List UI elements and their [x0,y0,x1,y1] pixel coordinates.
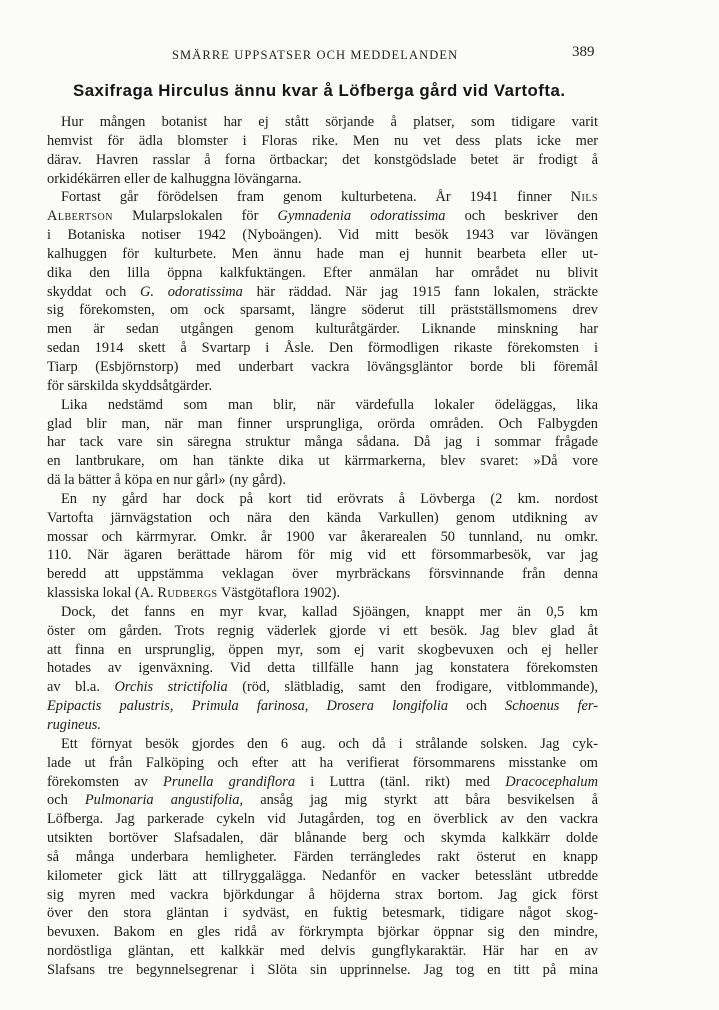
text-fragment: av bl.a. [47,679,100,696]
species-name: Gymnadenia odoratissima [277,208,446,225]
text-line: Slafsans tre begynnelsegrenar i Slöta sin upprinnelse. Jag tog en titt på mina [47,961,598,978]
text-line: lade ut från Falköping och efter att ha verifierat försommarens misstanke om [47,754,598,771]
text-fragment: skyddat och [47,283,127,300]
text-line: Hur mången botanist har ej stått sörjande å platser, som tidigare varit [61,114,598,130]
text-line: orkidékärren eller de kalhuggna lövängarna. [47,170,302,187]
text-line: sig förekomsten, om ock sparsamt, längre söderut till prästställsmomens drev [47,302,598,319]
text-fragment: Fortast går förödelsen fram genom kulturbetena. År 1941 finner [61,189,552,206]
text-fragment: klassiska lokal (A. [47,585,154,602]
species-name: Pulmonaria angustifolia, [84,792,244,809]
text-fragment: och beskriver den [464,208,598,225]
text-line: En ny gård har dock på kort tid erövrats å Lövberga (2 km. nordost [61,490,598,507]
species-name: Dracocephalum [505,773,598,790]
text-line: glad blir man, när man finner ursprungliga, orörda områden. Och Falbygden [47,415,598,432]
text-line: beredd att uppstämma veklagan över myrbräckans försvinnande från denna [47,566,598,583]
species-name: Epipactis palustris, [47,698,174,715]
text-line: öster om gården. Trots regnig väderlek gjorde vi ett besök. Jag blev glad åt [47,622,598,639]
text-line: nordöstliga gläntan, ett kalkkär med delvis gungflykaraktär. Här har en av [47,943,598,960]
text-line: sig myren med vackra björkdungar å höjderna strax bortom. Jag gick först [47,886,598,903]
species-name: Schoenus fer- [505,698,598,715]
article-title: Saxifraga Hirculus ännu kvar å Löfberga gård vid Vartofta. [73,81,566,100]
species-name: Prunella grandiflora [163,773,296,790]
text-line: har tack vare sin säregna struktur många sådana. Då jag i sommar frågade [47,434,598,451]
text-line [47,188,598,207]
text-line: mossar och kärrmyrar. Omkr. år 1900 var åkerarealen 50 tunnland, nu omkr. [47,528,598,545]
text-fragment: Västgötaflora 1902). [220,585,341,602]
text-line [47,980,598,999]
text-line [47,207,598,226]
species-name: Orchis strictifolia [114,679,228,696]
text-line: en lantbrukare, om han tänkte dika ut kärrmarkerna, blev svaret: »Då vore [47,453,598,470]
text-line: Ett förnyat besök gjordes den 6 aug. och då i strålande solsken. Jag cyk- [61,735,598,752]
text-line [47,697,598,716]
article-body [47,113,598,999]
text-line: Lika nedstämd som man blir, när värdefulla lokaler ödeläggas, lika [61,396,598,413]
text-line: 110. När ägaren berättade härom för mig vid ett försommarbesök, var jag [47,547,598,564]
text-line: dika den lilla öppna kalkfuktängen. Efter anmälan har området nu blivit [47,264,598,281]
text-line: dä la bätter å köpa en nur gårl» (ny gård). [47,472,286,489]
text-line [47,773,598,792]
text-line: att finna en ursprunglig, öppen myr, som ej varit skogbevuxen och ej heller [47,641,598,658]
text-line: bevuxen. Bakom en gles ridå av förkrympta björkar öppnar sig den mindre, [47,924,598,941]
text-line: därav. Havren rasslar å forna örtbackar; det konstgödslade betet är frodigt å [47,151,598,168]
text-line [47,283,598,302]
text-fragment: i Luttra (tänl. rikt) med [310,773,490,790]
text-line: kilometer gick lätt att tillryggalägga. Nedanför en vacker betesslänt utbredde [47,867,598,884]
text-line [47,791,598,810]
text-line: Tiarp (Esbjörnstorp) med underbart vackra lövängsgläntor borde bli föremål [47,358,598,375]
text-fragment: (röd, slätbladig, samt den frodigare, vitblommande), [242,679,598,696]
text-fragment: ansåg jag mig styrkt att båra besvikelsen å [260,792,598,809]
text-line: Vartofta järnvägstation och nära den kända Varkullen) genom utdikning av [47,509,598,526]
text-line: hemvist för ädla blomster i Floras rike. Men nu vet dess plats icke mer [47,132,598,149]
species-name: Primula farinosa, [191,698,309,715]
text-fragment: och [466,698,487,715]
text-line: men är sedan utgången genom kulturåtgärder. Liknande minskning har [47,321,598,338]
text-line: över den stora gläntan i sydväst, en fuktig betesmark, tidigare något skog- [47,905,598,922]
author-name: Albertson [47,208,113,225]
text-line: Dock, det fanns en myr kvar, kallad Sjöängen, knappt mer än 0,5 km [61,603,598,620]
text-line: Löfberga. Jag parkerade cykeln vid Jutagården, tog en överblick av den vackra [47,811,598,828]
text-line: för särskilda skyddsåtgärder. [47,377,213,394]
species-name: G. odoratissima [140,283,243,300]
page-number: 389 [572,44,595,60]
text-line: så många underbara hemligheter. Färden terrängledes rakt österut en knapp [47,848,598,865]
text-line: utsikten bortöver Slafsadalen, där blånande berg och skymda kalkkärr dolde [47,830,598,847]
text-line: hotades av igenväxning. Vid detta tillfälle hann jag konstatera förekomsten [47,660,598,677]
text-line: sedan 1914 skett å Svartarp i Åsle. Den förmodligen rikaste förekomsten i [47,340,598,357]
text-line [47,716,598,735]
text-fragment: här räddad. När jag 1915 fann lokalen, sträckte [256,283,598,300]
author-name: Rudbergs [157,585,218,602]
species-name: rugineus. [47,717,101,733]
text-line: kalhuggen för kulturbete. Men ännu hade man ej hunnit bearbeta eller ut- [47,245,598,262]
text-line: i Botaniska notiser 1942 (Nyboängen). Vid mitt besök 1943 var lövängen [47,227,598,244]
author-name: Nils [570,189,598,206]
text-line [47,678,598,697]
text-fragment: förekomsten av [47,773,148,790]
running-header: SMÄRRE UPPSATSER OCH MEDDELANDEN [172,48,459,62]
text-line [47,584,598,603]
text-fragment: och [47,792,68,809]
species-name: Drosera longifolia [326,698,449,715]
text-fragment: Mularpslokalen för [132,208,259,225]
